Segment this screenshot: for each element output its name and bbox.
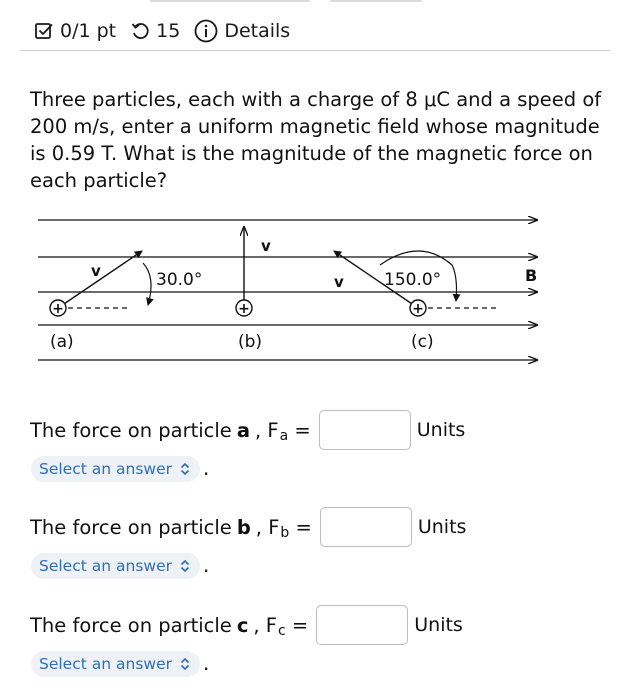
force-subscript: a — [279, 428, 289, 444]
force-b-input[interactable] — [320, 507, 412, 547]
period: . — [203, 553, 210, 577]
force-prompt-b — [30, 507, 466, 547]
checkbox-icon — [34, 21, 54, 41]
angle-label-c: 150.0° — [384, 270, 442, 290]
details-label: Details — [224, 20, 291, 42]
up-down-chevron-icon — [180, 462, 190, 476]
info-icon — [194, 19, 218, 43]
label-b: (b) — [238, 332, 263, 352]
equals-sign: = — [294, 418, 311, 442]
velocity-label-c: v — [334, 273, 344, 291]
force-subscript: b — [280, 525, 290, 541]
force-c-input[interactable] — [316, 605, 408, 645]
magnetic-field-diagram — [0, 205, 632, 370]
angle-arc-a — [143, 263, 151, 305]
particle-c-group — [334, 251, 496, 352]
up-down-chevron-icon — [180, 657, 190, 671]
question-text: Three particles, each with a charge of 8 μC and a speed of 200 m/s, enter a uniform magnetic field whose magnitude is 0.59 T. What is the magnitude of the magnetic force on each particle? — [30, 88, 602, 192]
prompt-text: The force on particle — [30, 515, 232, 539]
force-prompt-a — [30, 410, 465, 450]
comma: , — [253, 613, 260, 637]
score — [34, 20, 116, 42]
select-label: Select an answer — [39, 460, 172, 478]
particle-letter: b — [236, 515, 251, 539]
force-symbol: F — [267, 418, 279, 442]
attempts-count: 15 — [156, 20, 181, 42]
angle-label-a: 30.0° — [156, 270, 203, 290]
period: . — [203, 651, 210, 675]
header-divider — [20, 50, 610, 51]
field-label: B — [525, 266, 538, 285]
units-select-b[interactable] — [31, 553, 200, 579]
particle-letter: c — [236, 613, 249, 637]
force-a-input[interactable] — [319, 410, 411, 450]
attempts — [130, 20, 180, 42]
retry-icon — [130, 21, 150, 41]
score-text: 0/1 pt — [60, 20, 117, 42]
label-a: (a) — [50, 332, 74, 352]
comma: , — [255, 515, 262, 539]
force-prompt-c — [30, 605, 463, 645]
top-divider — [330, 0, 422, 2]
force-symbol: F — [268, 515, 280, 539]
velocity-label-b: v — [261, 237, 271, 255]
particle-b-group — [236, 227, 271, 352]
top-divider — [150, 0, 310, 2]
prompt-text: The force on particle — [30, 418, 232, 442]
units-select-a[interactable] — [31, 456, 200, 482]
label-c: (c) — [411, 332, 434, 352]
field-lines — [38, 220, 537, 360]
equals-sign: = — [291, 613, 309, 637]
force-subscript: c — [278, 623, 286, 639]
velocity-label-a: v — [91, 262, 101, 280]
prompt-text: The force on particle — [30, 613, 232, 637]
units-label: Units — [414, 614, 463, 636]
units-select-c[interactable] — [31, 651, 200, 677]
particle-a-group — [50, 251, 202, 352]
units-label: Units — [416, 419, 466, 441]
charge-symbol-c: + — [412, 301, 424, 317]
period: . — [203, 456, 210, 480]
equals-sign: = — [295, 515, 312, 539]
select-label: Select an answer — [39, 655, 172, 673]
up-down-chevron-icon — [180, 559, 190, 573]
force-symbol: F — [265, 613, 277, 637]
details-link[interactable] — [194, 19, 290, 43]
select-label: Select an answer — [39, 557, 172, 575]
units-label: Units — [417, 516, 467, 538]
particle-letter: a — [236, 418, 250, 442]
question-header — [34, 14, 304, 48]
comma: , — [254, 418, 262, 442]
charge-symbol-b: + — [238, 301, 250, 317]
charge-symbol-a: + — [52, 301, 64, 317]
